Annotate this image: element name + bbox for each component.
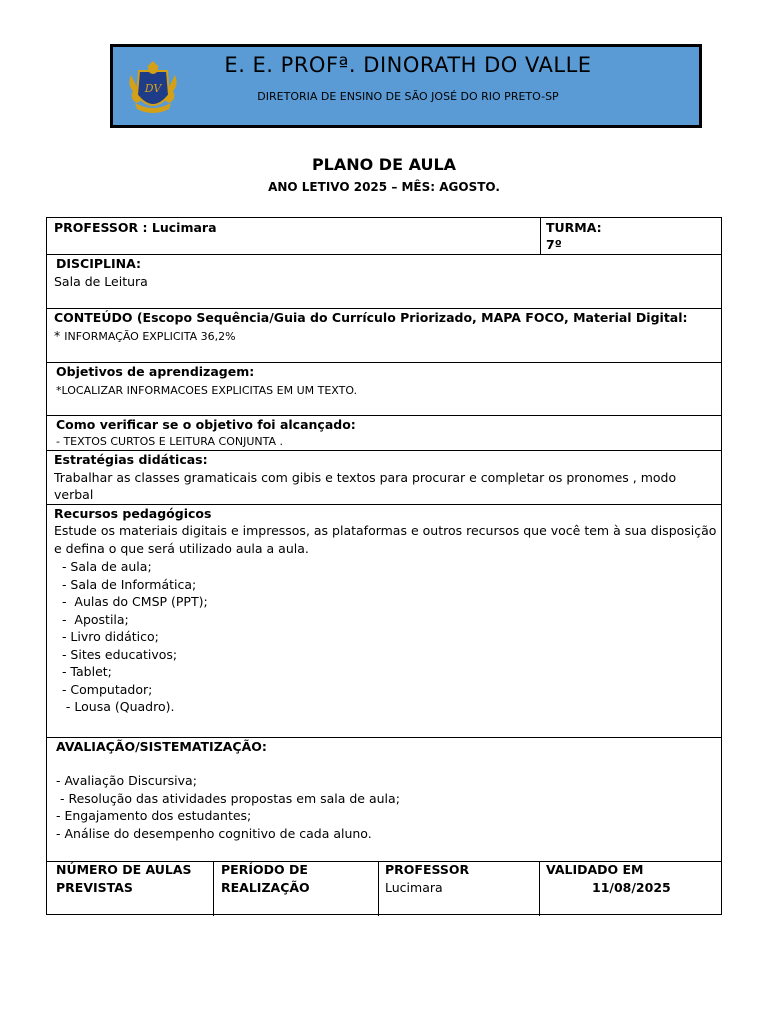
avaliacao-item: - Análise do desempenho cognitivo de cada aluno. [56,825,372,841]
periodo-label-line1: PERÍODO DE [221,862,308,877]
objetivos-label: Objetivos de aprendizagem: [56,364,255,379]
periodo-label-line2: REALIZAÇÃO [221,880,310,895]
recursos-item: - Sala de Informática; [54,576,197,592]
turma-label: TURMA: [546,220,602,235]
recursos-item: - Apostila; [54,611,129,627]
avaliacao-item: - Engajamento dos estudantes; [56,808,252,823]
recursos-item: - Sites educativos; [54,646,178,662]
numero-aulas-label-line2: PREVISTAS [56,880,133,895]
avaliacao-item: - Avaliação Discursiva; [56,773,197,788]
column-divider [213,861,214,916]
conteudo-value [54,327,236,345]
recursos-item: - Sala de aula; [54,559,152,574]
svg-text:DV: DV [144,82,162,95]
conteudo-bullet: * [54,328,61,343]
recursos-item: - Computador; [54,681,153,697]
directorate-name: DIRETORIA DE ENSINO DE SÃO JOSÉ DO RIO PRETO-SP [257,90,559,103]
page-title: PLANO DE AULA [311,155,457,174]
column-divider [539,861,540,916]
conteudo-label: CONTEÚDO (Escopo Sequência/Guia do Currículo Priorizado, MAPA FOCO, Material Digital: [54,310,688,325]
numero-aulas-label-line1: NÚMERO DE AULAS [56,862,192,877]
verificacao-value: - TEXTOS CURTOS E LEITURA CONJUNTA . [56,435,283,448]
footer-professor-value: Lucimara [385,880,443,895]
column-divider [378,861,379,916]
school-name: E. E. PROFª. DINORATH DO VALLE [224,53,592,77]
recursos-intro-line1: Estude os materiais digitais e impressos, as plataformas e outros recursos que você tem à sua disposição [54,523,717,538]
school-emblem-logo [125,61,181,119]
estrategias-line2: verbal [54,487,94,502]
lesson-plan-table [46,217,722,915]
disciplina-value: Sala de Leitura [54,274,148,289]
recursos-intro-line2: e defina o que será utilizado aula a aula. [54,541,309,556]
estrategias-label: Estratégias didáticas: [54,452,208,467]
estrategias-line1: Trabalhar as classes gramaticais com gibis e textos para procurar e completar os pronomes , modo [54,470,677,485]
recursos-label: Recursos pedagógicos [54,506,212,521]
recursos-item: - Aulas do CMSP (PPT); [54,594,208,609]
recursos-item: - Lousa (Quadro). [54,699,175,714]
objetivos-value: *LOCALIZAR INFORMACOES EXPLICITAS EM UM TEXTO. [56,384,358,397]
row-divider [47,254,721,255]
avaliacao-list [56,772,400,842]
validado-date: 11/08/2025 [592,880,671,895]
recursos-item: - Tablet; [54,664,112,679]
column-divider [540,218,541,254]
page-subtitle: ANO LETIVO 2025 – MÊS: AGOSTO. [268,180,500,194]
disciplina-label: DISCIPLINA: [56,256,141,271]
recursos-item: - Livro didático; [54,629,159,644]
avaliacao-label: AVALIAÇÃO/SISTEMATIZAÇÃO: [56,739,267,754]
recursos-list [54,558,208,716]
conteudo-text: INFORMAÇÃO EXPLICITA 36,2% [64,330,236,343]
verificacao-label: Como verificar se o objetivo foi alcançado: [56,417,356,432]
validado-label: VALIDADO EM [546,862,644,877]
turma-value: 7º [546,237,562,252]
footer-professor-label: PROFESSOR [385,862,470,877]
avaliacao-item: - Resolução das atividades propostas em sala de aula; [56,790,400,806]
professor-label: PROFESSOR : Lucimara [54,220,217,235]
school-banner [110,44,702,128]
